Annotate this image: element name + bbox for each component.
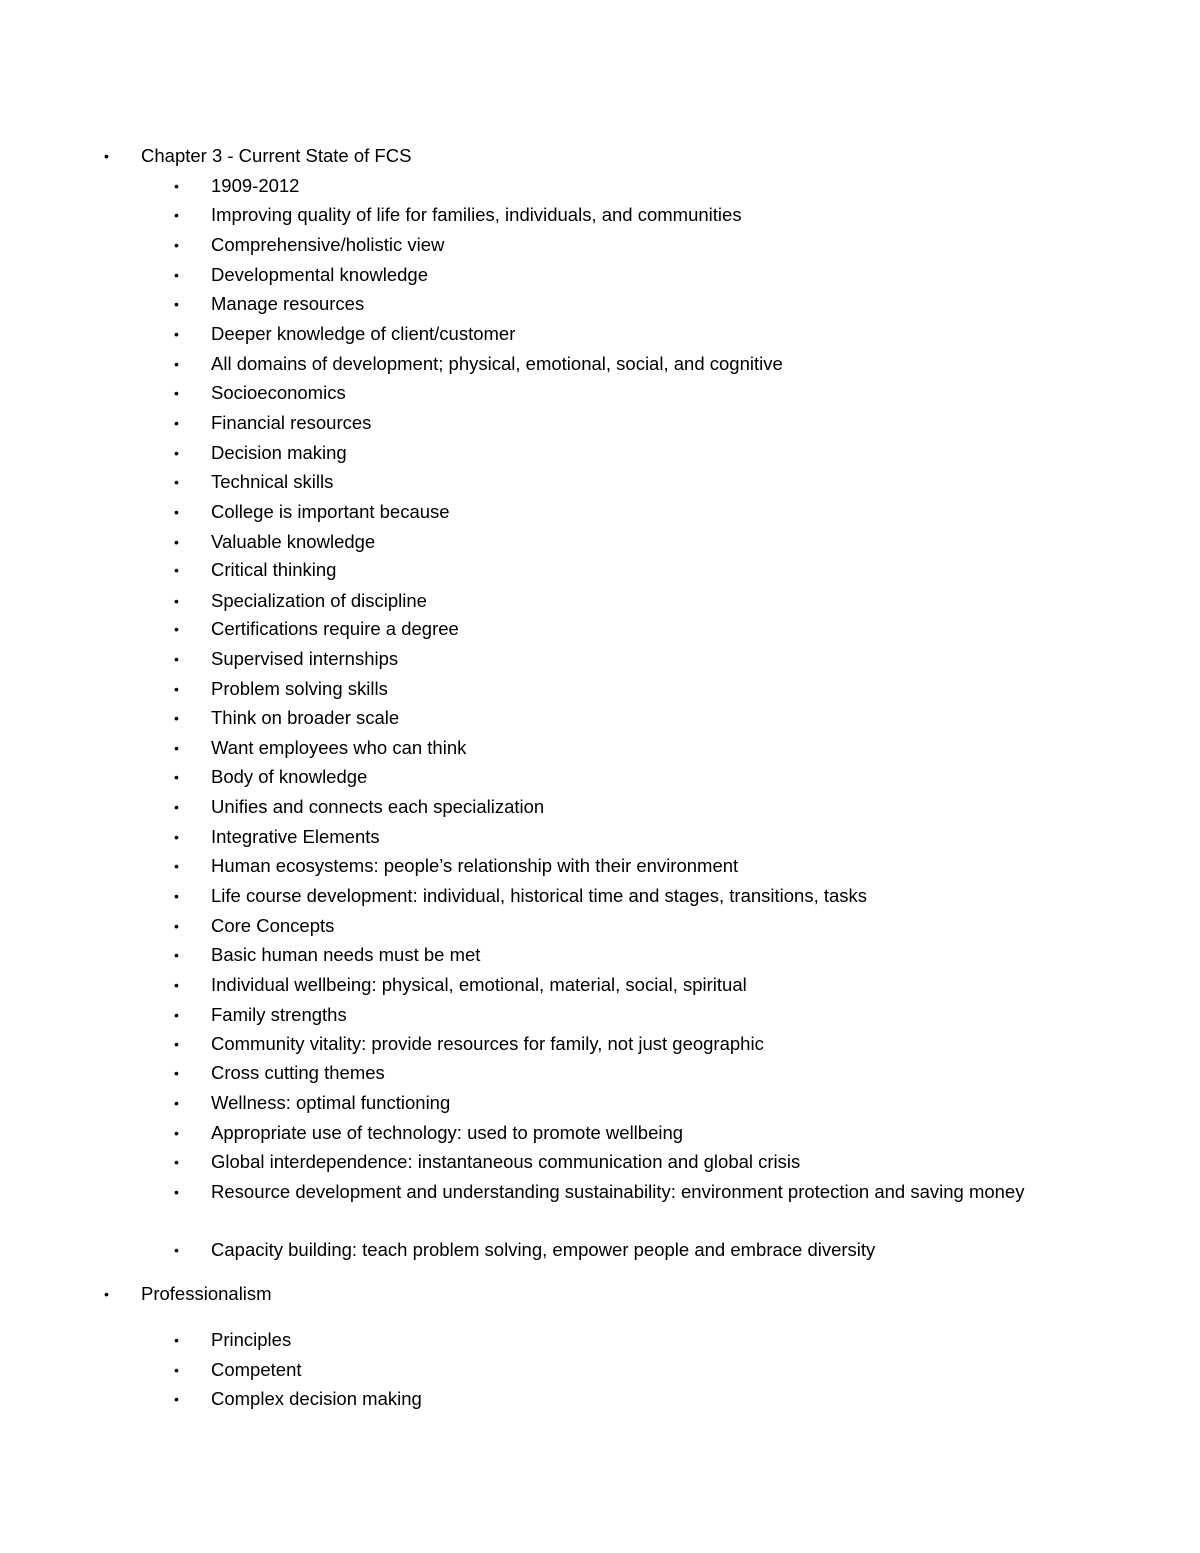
bullet-icon: • <box>174 385 179 401</box>
section-heading: Professionalism <box>141 1283 272 1304</box>
list-item: Financial resources <box>211 412 372 433</box>
bullet-icon: • <box>174 918 179 934</box>
bullet-icon: • <box>174 1154 179 1170</box>
list-item: Cross cutting themes <box>211 1062 385 1083</box>
bullet-icon: • <box>174 593 179 609</box>
bullet-icon: • <box>174 1125 179 1141</box>
list-item: Body of knowledge <box>211 766 368 787</box>
list-item: Supervised internships <box>211 648 399 669</box>
list-item: Certifications require a degree <box>211 618 459 639</box>
list-item: Human ecosystems: people’s relationship with their environment <box>211 855 739 876</box>
list-item: Problem solving skills <box>211 678 388 699</box>
list-item: Valuable knowledge <box>211 531 376 552</box>
bullet-icon: • <box>174 947 179 963</box>
list-item: Life course development: individual, historical time and stages, transitions, tasks <box>211 885 868 906</box>
bullet-icon: • <box>174 267 179 283</box>
bullet-icon: • <box>174 474 179 490</box>
list-item: Decision making <box>211 442 347 463</box>
list-item: Core Concepts <box>211 915 335 936</box>
list-item: Specialization of discipline <box>211 590 427 611</box>
bullet-icon: • <box>174 296 179 312</box>
bullet-icon: • <box>174 829 179 845</box>
list-item: All domains of development; physical, emotional, social, and cognitive <box>211 353 783 374</box>
list-item: Manage resources <box>211 293 365 314</box>
list-item: Want employees who can think <box>211 737 467 758</box>
list-item: Appropriate use of technology: used to promote wellbeing <box>211 1122 684 1143</box>
list-item: Basic human needs must be met <box>211 944 481 965</box>
bullet-icon: • <box>174 178 179 194</box>
list-item: Principles <box>211 1329 292 1350</box>
bullet-icon: • <box>174 621 179 637</box>
list-item: Socioeconomics <box>211 382 346 403</box>
bullet-icon: • <box>174 237 179 253</box>
bullet-icon: • <box>174 769 179 785</box>
list-item: Competent <box>211 1359 302 1380</box>
bullet-icon: • <box>174 977 179 993</box>
list-item: Comprehensive/holistic view <box>211 234 445 255</box>
bullet-icon: • <box>174 681 179 697</box>
list-item: Technical skills <box>211 471 334 492</box>
bullet-icon: • <box>174 534 179 550</box>
list-item: Wellness: optimal functioning <box>211 1092 451 1113</box>
bullet-icon: • <box>174 1184 179 1200</box>
list-item: Global interdependence: instantaneous communication and global crisis <box>211 1151 801 1172</box>
list-item: College is important because <box>211 501 450 522</box>
bullet-icon: • <box>174 1242 179 1258</box>
bullet-icon: • <box>174 504 179 520</box>
bullet-icon: • <box>104 148 109 164</box>
bullet-icon: • <box>174 710 179 726</box>
bullet-icon: • <box>174 1065 179 1081</box>
bullet-icon: • <box>174 1095 179 1111</box>
bullet-icon: • <box>174 1362 179 1378</box>
bullet-icon: • <box>174 1036 179 1052</box>
list-item: Improving quality of life for families, individuals, and communities <box>211 204 742 225</box>
section-heading: Chapter 3 - Current State of FCS <box>141 145 412 166</box>
list-item: Complex decision making <box>211 1388 422 1409</box>
list-item: Think on broader scale <box>211 707 400 728</box>
bullet-icon: • <box>174 445 179 461</box>
bullet-icon: • <box>174 1391 179 1407</box>
list-item: Capacity building: teach problem solving, empower people and embrace diversity <box>211 1239 876 1260</box>
bullet-icon: • <box>174 651 179 667</box>
bullet-icon: • <box>174 1332 179 1348</box>
bullet-icon: • <box>174 356 179 372</box>
list-item: Integrative Elements <box>211 826 380 847</box>
bullet-icon: • <box>174 740 179 756</box>
bullet-icon: • <box>174 1007 179 1023</box>
bullet-icon: • <box>174 858 179 874</box>
list-item: Family strengths <box>211 1004 347 1025</box>
list-item: Individual wellbeing: physical, emotional, material, social, spiritual <box>211 974 747 995</box>
list-item: Resource development and understanding sustainability: environment protection and saving money <box>211 1181 1025 1202</box>
bullet-icon: • <box>174 888 179 904</box>
bullet-icon: • <box>104 1286 109 1302</box>
bullet-icon: • <box>174 562 179 578</box>
list-item: Critical thinking <box>211 559 337 580</box>
list-item: Developmental knowledge <box>211 264 428 285</box>
bullet-icon: • <box>174 326 179 342</box>
bullet-icon: • <box>174 415 179 431</box>
bullet-icon: • <box>174 207 179 223</box>
list-item: Unifies and connects each specialization <box>211 796 545 817</box>
bullet-icon: • <box>174 799 179 815</box>
list-item: Community vitality: provide resources for family, not just geographic <box>211 1033 764 1054</box>
list-item: Deeper knowledge of client/customer <box>211 323 516 344</box>
list-item: 1909-2012 <box>211 175 300 196</box>
